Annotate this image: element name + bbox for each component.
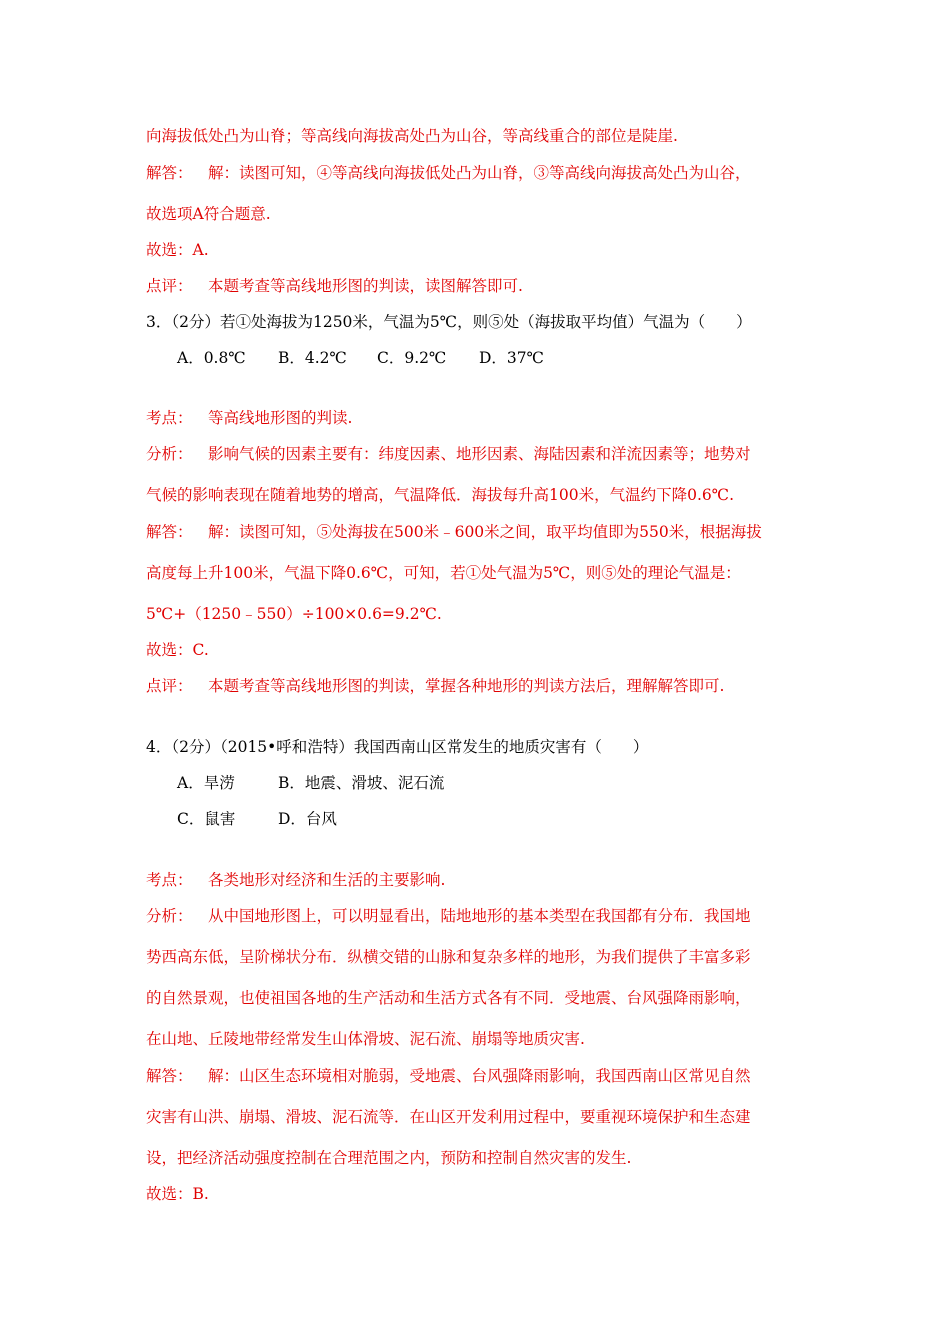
analysis-label: 分析： — [146, 445, 193, 463]
choice-value: A. — [192, 241, 209, 259]
choice-value: B. — [192, 1185, 209, 1203]
analysis-text: 影响气候的因素主要有：纬度因素、地形因素、海陆因素和洋流因素等；地势对 — [208, 445, 751, 463]
q4-choice — [146, 1184, 209, 1204]
point-label: 考点： — [146, 871, 193, 889]
q3-option-d: D．37℃ — [479, 349, 544, 367]
q4-analysis-line-3: 的自然景观，也使祖国各地的生产活动和生活方式各有不同．受地震、台风强降雨影响， — [146, 989, 751, 1007]
q3-answer-line-2: 高度每上升100米，气温下降0.6℃，可知，若①处气温为5℃，则⑤处的理论气温是： — [146, 564, 741, 582]
q3-choice — [146, 640, 209, 660]
choice-value: C. — [192, 641, 209, 659]
answer-text: 解：读图可知，④等高线向海拔低处凸为山脊，③等高线向海拔高处凸为山谷， — [208, 164, 751, 182]
analysis-text: 从中国地形图上，可以明显看出，陆地地形的基本类型在我国都有分布．我国地 — [208, 907, 751, 925]
q3-comment — [146, 676, 724, 696]
q4-option-b: B．地震、滑坡、泥石流 — [278, 774, 445, 792]
q2-choice — [146, 240, 209, 260]
choice-label: 故选： — [146, 641, 193, 659]
q4-stem: 4．（2分）（2015•呼和浩特）我国西南山区常发生的地质灾害有（ ） — [146, 738, 649, 756]
q3-analysis-line-2: 气候的影响表现在随着地势的增高，气温降低．海拔每升高100米，气温约下降0.6℃. — [146, 486, 735, 504]
q4-analysis-line-2: 势西高东低，呈阶梯状分布．纵横交错的山脉和复杂多样的地形，为我们提供了丰富多彩 — [146, 948, 751, 966]
answer-label: 解答： — [146, 164, 193, 182]
q2-comment — [146, 276, 523, 296]
answer-label: 解答： — [146, 523, 193, 541]
comment-label: 点评： — [146, 277, 193, 295]
point-text: 各类地形对经济和生活的主要影响. — [208, 871, 446, 889]
q3-answer-line-3: 5℃+（1250﹣550）÷100×0.6=9.2℃. — [146, 605, 442, 623]
q4-analysis-line-4: 在山地、丘陵地带经常发生山体滑坡、泥石流、崩塌等地质灾害. — [146, 1030, 585, 1048]
comment-text: 本题考查等高线地形图的判读，掌握各种地形的判读方法后，理解解答即可. — [208, 677, 725, 695]
choice-label: 故选： — [146, 1185, 193, 1203]
q3-analysis-line-1 — [146, 444, 751, 464]
q4-option-a: A．旱涝 — [177, 774, 235, 792]
q3-stem: 3．（2分）若①处海拔为1250米，气温为5℃，则⑤处（海拔取平均值）气温为（ ） — [146, 313, 752, 331]
q3-answer-line-1 — [146, 522, 762, 542]
q2-analysis-continuation: 向海拔低处凸为山脊；等高线向海拔高处凸为山谷，等高线重合的部位是陡崖. — [146, 127, 678, 145]
point-label: 考点： — [146, 409, 193, 427]
q3-option-a: A．0.8℃ — [177, 349, 246, 367]
answer-label: 解答： — [146, 1067, 193, 1085]
comment-label: 点评： — [146, 677, 193, 695]
q2-answer-line-1 — [146, 163, 751, 183]
q4-option-d: D．台风 — [278, 810, 337, 828]
q4-analysis-line-1 — [146, 906, 751, 926]
analysis-label: 分析： — [146, 907, 193, 925]
q4-answer-line-1 — [146, 1066, 751, 1086]
q2-answer-line-2: 故选项A符合题意. — [146, 205, 271, 223]
q3-option-c: C．9.2℃ — [377, 349, 447, 367]
q4-answer-line-3: 设，把经济活动强度控制在合理范围之内，预防和控制自然灾害的发生. — [146, 1149, 632, 1167]
answer-text: 解：读图可知，⑤处海拔在500米﹣600米之间，取平均值即为550米，根据海拔 — [208, 523, 762, 541]
point-text: 等高线地形图的判读. — [208, 409, 353, 427]
q4-answer-line-2: 灾害有山洪、崩塌、滑坡、泥石流等．在山区开发利用过程中，要重视环境保护和生态建 — [146, 1108, 751, 1126]
comment-text: 本题考查等高线地形图的判读，读图解答即可. — [208, 277, 523, 295]
q3-option-b: B．4.2℃ — [278, 349, 347, 367]
q3-point — [146, 408, 352, 428]
choice-label: 故选： — [146, 241, 193, 259]
answer-text: 解：山区生态环境相对脆弱，受地震、台风强降雨影响，我国西南山区常见自然 — [208, 1067, 751, 1085]
q4-point — [146, 870, 445, 890]
q4-option-c: C．鼠害 — [177, 810, 236, 828]
